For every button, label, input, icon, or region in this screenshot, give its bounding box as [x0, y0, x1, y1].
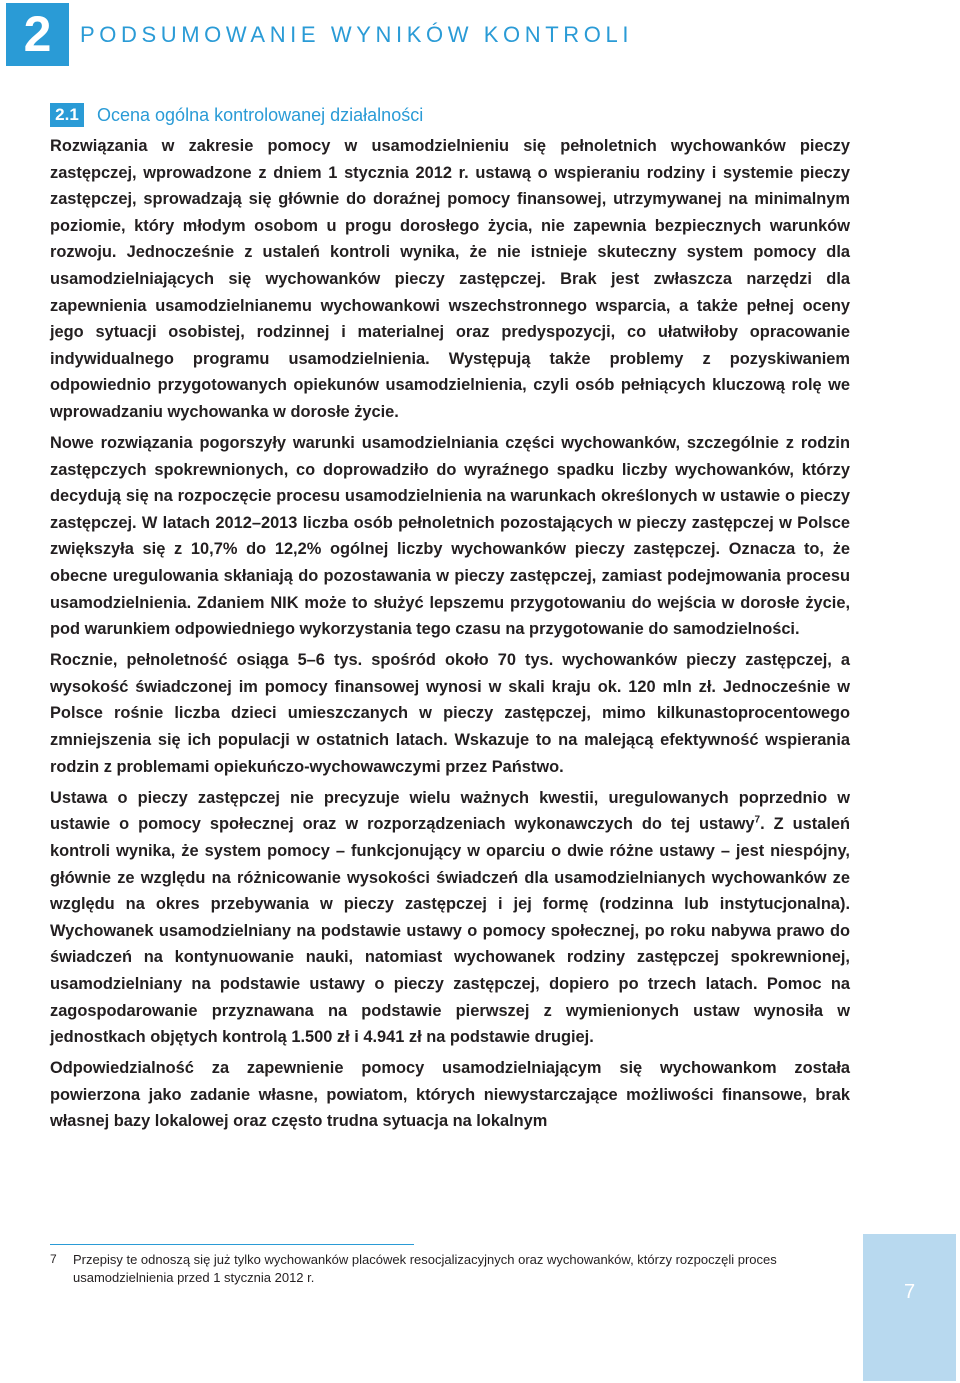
chapter-number-box: [6, 3, 69, 66]
body-text: [50, 133, 850, 1139]
chapter-number: 2: [23, 6, 52, 62]
paragraph-5: Odpowiedzialność za zapewnienie pomocy usamodzielniającym się wychowankom została powierzona jako zadanie własne, powiatom, których niewystarczające możliwości finansowe, brak własnej bazy lokalowej oraz często trudna sytuacja na lokalnym: [50, 1059, 850, 1131]
paragraph-1: Rozwiązania w zakresie pomocy w usamodzielnieniu się pełnoletnich wychowanków pieczy zastępczej, wprowadzone z dniem 1 stycznia 2012 r. ustawą o wspieraniu rodziny i systemie pieczy zastępczej, sprowadzają się głównie do doraźnej pomocy finansowej, utrzymywanej na minimalnym poziomie, który młodym osobom u progu dorosłego życia, nie zapewnia bezpiecznych warunków rozwoju. Jednocześnie z ustaleń kontroli wynika, że nie istnieje skuteczny system pomocy dla usamodzielniających się wychowanków pieczy zastępczej. Brak jest zwłaszcza narzędzi dla zapewnienia usamodzielnianemu wychowankowi wszechstronnego wsparcia, a także pełnej oceny jego sytuacji osobistej, rodzinnej i materialnej oraz predyspozycji, co ułatwiłoby opracowanie indywidualnego programu usamodzielnienia. Występują także problemy z pozyskiwaniem odpowiednio przygotowanych opiekunów usamodzielnienia, czyli osób pełniących kluczową rolę we wprowadzaniu wychowanka w dorosłe życie.: [50, 137, 850, 421]
footnote-reference[interactable]: 7: [754, 814, 761, 826]
section-title: Ocena ogólna kontrolowanej działalności: [97, 105, 424, 125]
paragraph-2: Nowe rozwiązania pogorszyły warunki usamodzielniania części wychowanków, szczególnie z rodzin zastępczych spokrewnionych, co doprowadziło do wyraźnego spadku liczby wychowanków, którzy decydują się na rozpoczęcie procesu usamodzielnienia na warunkach określonych w ustawie o pieczy zastępczej. W latach 2012–2013 liczba osób pełnoletnich pozostających w pieczy zastępczej w Polsce zwiększyła się z 10,7% do 12,2% ogólnej liczby wychowanków pieczy zastępczej. Oznacza to, że obecne uregulowania skłaniają do pozostawania w pieczy zastępczej, zamiast podejmowania procesu usamodzielnienia. Zdaniem NIK może to służyć lepszemu przygotowaniu do wejścia w dorosłe życie, pod warunkiem odpowiedniego wykorzystania tego czasu na przygotowanie do samodzielności.: [50, 434, 850, 639]
page-number-box: [863, 1234, 956, 1381]
section-number: 2.1: [50, 103, 84, 127]
paragraph-4: [50, 785, 850, 1051]
footnote-mark: 7: [50, 1252, 57, 1266]
paragraph-4-part-2: . Z ustaleń kontroli wynika, że system pomocy – funkcjonujący w oparciu o dwie różne ustawy – jest niespójny, głównie ze względu na różnicowanie wysokości świadczeń dla usamodzielnianych wychowanków ze względu na okres przebywania w pieczy zastępczej i jej formę (rodzinna lub instytucjonalna). Wychowanek usamodzielniany na podstawie ustawy o pomocy społecznej, po roku nabywa prawo do świadczeń na kontynuowanie nauki, natomiast wychowanek rodziny zastępczej spokrewnionej, usamodzielniany na podstawie ustawy o pieczy zastępczej, dopiero po trzech latach. Pomoc na zagospodarowanie przyznawana na podstawie pierwszej z wymienionych ustaw wynosiła w jednostkach objętych kontrolą 1.500 zł i 4.941 zł na podstawie drugiej.: [50, 815, 851, 1047]
paragraph-3: Rocznie, pełnoletność osiąga 5–6 tys. spośród około 70 tys. wychowanków pieczy zastępczej, a wysokość świadczonej im pomocy finansowej wynosi w skali kraju ok. 120 mln zł. Jednocześnie w Polsce rośnie liczba dzieci umieszczanych w pieczy zastępczej, mimo kilkunastoprocentowego zmniejszenia się ich populacji w ostatnich latach. Wskazuje to na malejącą efektywność wspierania rodzin z problemami opiekuńczo-wychowawczymi przez Państwo.: [50, 651, 850, 776]
footnote-divider: [50, 1244, 414, 1245]
page-number: 7: [903, 1281, 916, 1303]
paragraph-4-part-1: Ustawa o pieczy zastępczej nie precyzuje wielu ważnych kwestii, uregulowanych poprzednio w ustawie o pomocy społecznej oraz w rozporządzeniach wykonawczych do tej ustawy: [50, 788, 850, 834]
footnote-text: Przepisy te odnoszą się już tylko wychowanków placówek resocjalizacyjnych oraz wychowanków, którzy rozpoczęli proces usamodzielnienia przed 1 stycznia 2012 r.: [73, 1252, 777, 1285]
chapter-title: PODSUMOWANIE WYNIKÓW KONTROLI: [80, 22, 634, 47]
